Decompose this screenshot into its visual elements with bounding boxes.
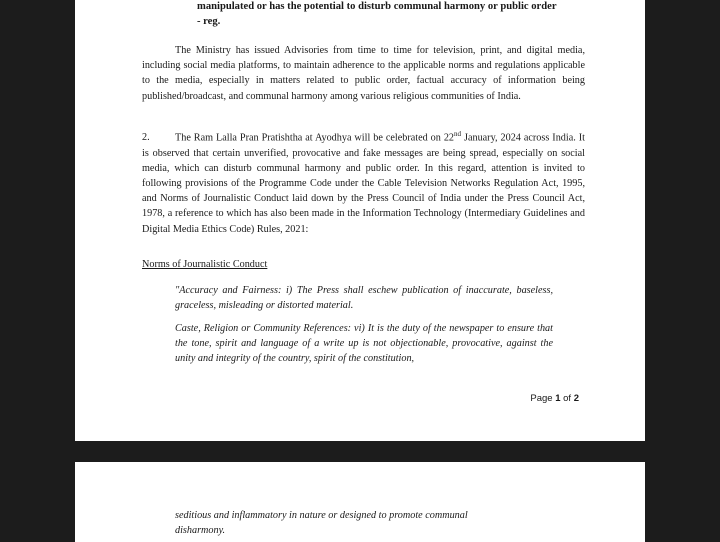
document-page-2 — [75, 462, 645, 542]
paragraph-2-text-a: The Ram Lalla Pran Pratishtha at Ayodhya will be celebrated on 22 — [175, 132, 455, 144]
section-title-journalistic-conduct: Norms of Journalistic Conduct — [142, 259, 268, 270]
footer-page-number: 1 — [555, 393, 561, 404]
heading-line-1: manipulated or has the potential to disturb communal harmony or public order — [197, 1, 557, 12]
page-footer — [530, 393, 579, 404]
heading-line-2: - reg. — [197, 16, 221, 27]
page-2-line-1: seditious and inflammatory in nature or designed to promote communal — [175, 510, 468, 521]
document-page-1 — [75, 0, 645, 441]
subject-heading — [197, 0, 585, 29]
footer-of: of — [560, 393, 574, 404]
paragraph-1-text: The Ministry has issued Advisories from time to time for television, print, and digital media, including social media platforms, to maintain adherence to the applicable norms and regulations applicable to the media, especially in matters related to public order, factual accuracy of information being published/broadcast, and communal harmony among various religious communities of India. — [142, 45, 585, 102]
paragraph-1 — [142, 43, 585, 104]
paragraph-2 — [142, 127, 585, 237]
footer-page-total: 2 — [573, 393, 579, 404]
footer-prefix: Page — [530, 393, 556, 404]
page-2-quote-continuation — [175, 509, 553, 539]
quote-accuracy-fairness: "Accuracy and Fairness: i) The Press shall eschew publication of inaccurate, baseless, graceless, misleading or distorted material. — [175, 285, 553, 311]
paragraph-2-superscript: nd — [454, 130, 462, 138]
paragraph-2-number: 2. — [142, 132, 150, 144]
page-2-line-2: disharmony. — [175, 524, 226, 536]
paragraph-2-text-b: January, 2024 across India. It is observed that certain unverified, provocative and fake messages are being spread, especially on social media, which can disturb communal harmony and public order. In this regard, attention is invited to following provisions of the Programme Code under the Cable Television Networks Regulation Act, 1995, and Norms of Journalistic Conduct laid down by the Press Council of India under the Press Council Act, 1978, a reference to which has also been made in the Information Technology (Intermediary Guidelines and Digital Media Ethics Code) Rules, 2021: — [142, 132, 585, 235]
quote-caste-religion: Caste, Religion or Community References: vi) It is the duty of the newspaper to ensure that the tone, spirit and language of a write up is not objectionable, provocative, against the unity and integrity of the country, spirit of the constitution, — [175, 323, 553, 364]
